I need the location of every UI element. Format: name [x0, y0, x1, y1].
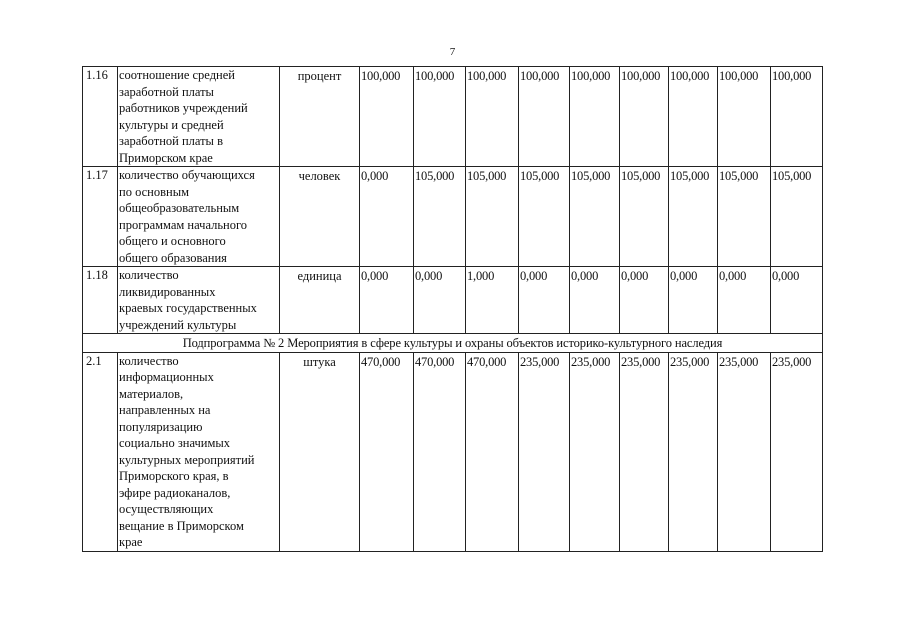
- unit-of-measure: человек: [280, 167, 360, 267]
- description-line: заработной платы в: [119, 134, 223, 148]
- value-cell: 235,000: [718, 352, 771, 551]
- indicator-description: [118, 67, 280, 167]
- value-cell: 0,000: [570, 267, 620, 334]
- value-cell: 105,000: [519, 167, 570, 267]
- description-line: программам начального: [119, 217, 248, 232]
- unit-of-measure: процент: [280, 67, 360, 167]
- value-cell: 470,000: [466, 352, 519, 551]
- description-line: социально значимых: [119, 436, 231, 450]
- indicator-description: [118, 267, 280, 334]
- value-cell: 105,000: [669, 167, 718, 267]
- description-line: общего образования: [119, 250, 227, 265]
- value-cell: 105,000: [620, 167, 669, 267]
- value-cell: 0,000: [519, 267, 570, 334]
- value-cell: 0,000: [718, 267, 771, 334]
- description-line: по основным: [119, 184, 190, 199]
- description-line: культуры и средней: [119, 117, 224, 132]
- value-cell: 105,000: [570, 167, 620, 267]
- value-cell: 0,000: [360, 167, 414, 267]
- value-cell: 100,000: [466, 67, 519, 167]
- value-cell: 0,000: [620, 267, 669, 334]
- description-line: Приморском крае: [119, 150, 213, 165]
- table-row: [83, 267, 823, 334]
- value-cell: 100,000: [718, 67, 771, 167]
- description-line: количество обучающихся: [119, 168, 255, 182]
- subprogram-title: Подпрограмма № 2 Мероприятия в сфере культуры и охраны объектов историко-культурного наследия: [83, 334, 823, 353]
- value-cell: 100,000: [771, 67, 823, 167]
- description-line: ликвидированных: [119, 284, 216, 299]
- description-line: популяризацию: [119, 419, 203, 434]
- value-cell: 1,000: [466, 267, 519, 334]
- unit-of-measure: штука: [280, 352, 360, 551]
- value-cell: 235,000: [519, 352, 570, 551]
- value-cell: 235,000: [771, 352, 823, 551]
- table-row: [83, 67, 823, 167]
- page-number: 7: [449, 46, 456, 58]
- description-line: вещание в Приморском: [119, 518, 244, 533]
- subprogram-row: [83, 334, 823, 353]
- value-cell: 100,000: [360, 67, 414, 167]
- row-number: 1.17: [83, 167, 118, 267]
- value-cell: 105,000: [771, 167, 823, 267]
- value-cell: 235,000: [620, 352, 669, 551]
- value-cell: 100,000: [519, 67, 570, 167]
- description-line: эфире радиоканалов,: [119, 485, 231, 500]
- description-line: общего и основного: [119, 234, 226, 248]
- indicator-description: [118, 352, 280, 551]
- description-line: учреждений культуры: [119, 317, 237, 332]
- row-number: 1.16: [83, 67, 118, 167]
- value-cell: 105,000: [466, 167, 519, 267]
- value-cell: 100,000: [669, 67, 718, 167]
- description-line: соотношение средней: [119, 68, 235, 82]
- value-cell: 100,000: [414, 67, 466, 167]
- description-line: Приморского края, в: [119, 469, 229, 483]
- unit-of-measure: единица: [280, 267, 360, 334]
- value-cell: 105,000: [414, 167, 466, 267]
- value-cell: 235,000: [669, 352, 718, 551]
- row-number: 1.18: [83, 267, 118, 334]
- table-row: [83, 167, 823, 267]
- description-line: краевых государственных: [119, 301, 257, 315]
- value-cell: 0,000: [669, 267, 718, 334]
- description-line: крае: [119, 535, 143, 549]
- description-line: количество: [119, 353, 179, 368]
- description-line: заработной платы: [119, 84, 214, 99]
- value-cell: 100,000: [620, 67, 669, 167]
- value-cell: 235,000: [570, 352, 620, 551]
- row-number: 2.1: [83, 352, 118, 551]
- description-line: общеобразовательным: [119, 201, 240, 215]
- indicator-description: [118, 167, 280, 267]
- description-line: количество: [119, 268, 179, 282]
- description-line: культурных мероприятий: [119, 452, 255, 467]
- value-cell: 470,000: [414, 352, 466, 551]
- description-line: направленных на: [119, 403, 211, 417]
- description-line: информационных: [119, 370, 214, 384]
- description-line: материалов,: [119, 386, 184, 401]
- value-cell: 470,000: [360, 352, 414, 551]
- indicators-table: [82, 66, 823, 552]
- value-cell: 0,000: [414, 267, 466, 334]
- table-row: [83, 352, 823, 551]
- value-cell: 105,000: [718, 167, 771, 267]
- value-cell: 0,000: [360, 267, 414, 334]
- description-line: работников учреждений: [119, 101, 248, 115]
- value-cell: 100,000: [570, 67, 620, 167]
- description-line: осуществляющих: [119, 502, 214, 516]
- value-cell: 0,000: [771, 267, 823, 334]
